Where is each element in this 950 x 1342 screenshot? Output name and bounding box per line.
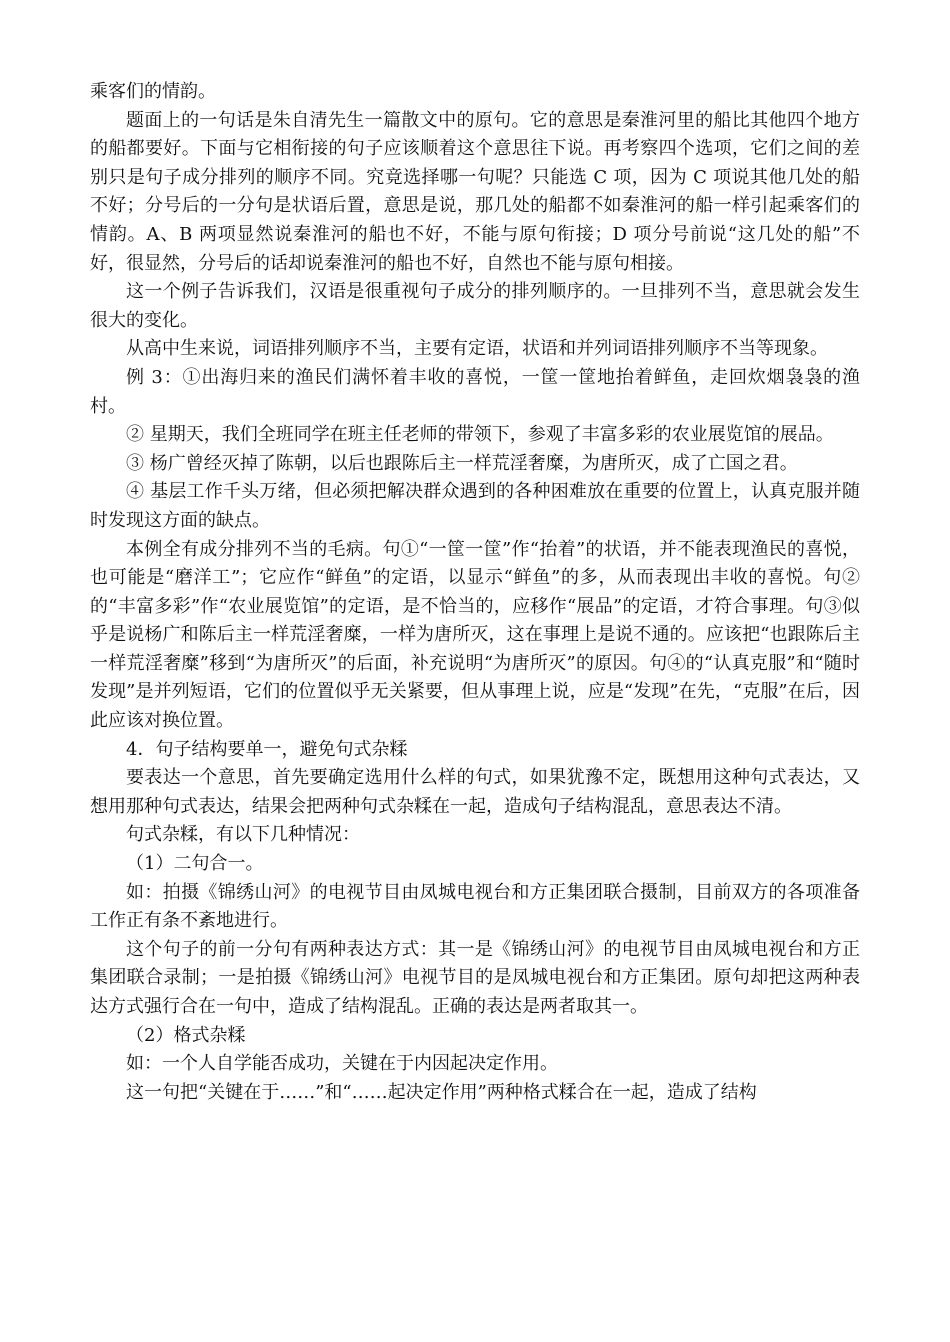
section-heading-4: 4．句子结构要单一，避免句式杂糅 [126, 738, 408, 760]
example-sentence-1: 如：拍摄《锦绣山河》的电视节目由凤城电视台和方正集团联合摄制，目前双方的各项准备工作正有条不紊地进行。 [90, 881, 860, 932]
paragraph-4: 从高中生来说，词语排列顺序不当，主要有定语，状语和并列词语排列顺序不当等现象。 [126, 338, 828, 360]
example-3-analysis: 本例全有成分排列不当的毛病。句①“一筐一筐”作“抬着”的状语，并不能表现渔民的喜悦，也可能是“磨洋工”；它应作“鲜鱼”的定语，以显示“鲜鱼”的多，从而表现出丰收的喜悦。句②的“丰富多彩”作“农业展览馆”的定语，是不恰当的，应移作“展品”的定语，才符合事理。句③似乎是说杨广和陈后主一样荒淫奢糜，一样为唐所灭，这在事理上是说不通的。应该把“也跟陈后主一样荒淫奢糜”移到“为唐所灭”的后面，补充说明“为唐所灭”的原因。句④的“认真克服”和“随时发现”是并列短语，它们的位置似乎无关紧要，但从事理上说，应是“发现”在先，“克服”在后，因此应该对换位置。 [90, 538, 860, 732]
analysis-1: 这个句子的前一分句有两种表达方式：其一是《锦绣山河》的电视节目由凤城电视台和方正集团联合录制；一是拍摄《锦绣山河》电视节目的是凤城电视台和方正集团。原句却把这两种表达方式强行合在一句中，造成了结构混乱。正确的表达是两者取其一。 [90, 938, 860, 1017]
paragraph-2: 题面上的一句话是朱自清先生一篇散文中的原句。它的意思是秦淮河里的船比其他四个地方的船都要好。下面与它相衔接的句子应该顺着这个意思往下说。再考察四个选项，它们之间的差别只是句子成分排列的顺序不同。究竟选择哪一句呢？只能选 C 项，因为 C 项说其他几处的船不好；分号后的一分句是状语后置，意思是说，那几处的船都不如秦淮河的船一样引起乘客们的情韵。A、B 两项显然说秦淮河的船也不好，不能与原句衔接；D 项分号前说“这几处的船”不好，很显然，分号后的话却说秦淮河的船也不好，自然也不能与原句相接。 [90, 109, 860, 274]
example-3-item-3: ③ 杨广曾经灭掉了陈朝，以后也跟陈后主一样荒淫奢糜，为唐所灭，成了亡国之君。 [126, 452, 798, 474]
example-3-item-4: ④ 基层工作千头万绪，但必须把解决群众遇到的各种困难放在重要的位置上，认真克服并随时发现这方面的缺点。 [90, 481, 860, 531]
paragraph-section-4-intro: 要表达一个意思，首先要确定选用什么样的句式，如果犹豫不定，既想用这种句式表达，又想用那种句式表达，结果会把两种句式杂糅在一起，造成句子结构混乱，意思表达不清。 [90, 767, 860, 817]
example-sentence-2: 如：一个人自学能否成功，关键在于内因起决定作用。 [126, 1053, 558, 1075]
subheading-1: （1）二句合一。 [126, 853, 264, 875]
example-3-item-2: ② 星期天，我们全班同学在班主任老师的带领下，参观了丰富多彩的农业展览馆的展品。 [126, 424, 834, 446]
document-page [90, 78, 860, 1107]
paragraph-cases-intro: 句式杂糅，有以下几种情况： [126, 824, 360, 846]
paragraph-3: 这一个例子告诉我们，汉语是很重视句子成分的排列顺序的。一旦排列不当，意思就会发生很大的变化。 [90, 281, 860, 331]
example-3-item-1: 例 3：①出海归来的渔民们满怀着丰收的喜悦，一筐一筐地抬着鲜鱼，走回炊烟袅袅的渔村。 [90, 366, 860, 417]
paragraph-1: 乘客们的情韵。 [90, 81, 216, 102]
subheading-2: （2）格式杂糅 [126, 1024, 246, 1046]
analysis-2: 这一句把“关键在于……”和“……起决定作用”两种格式糅合在一起，造成了结构 [126, 1081, 757, 1103]
